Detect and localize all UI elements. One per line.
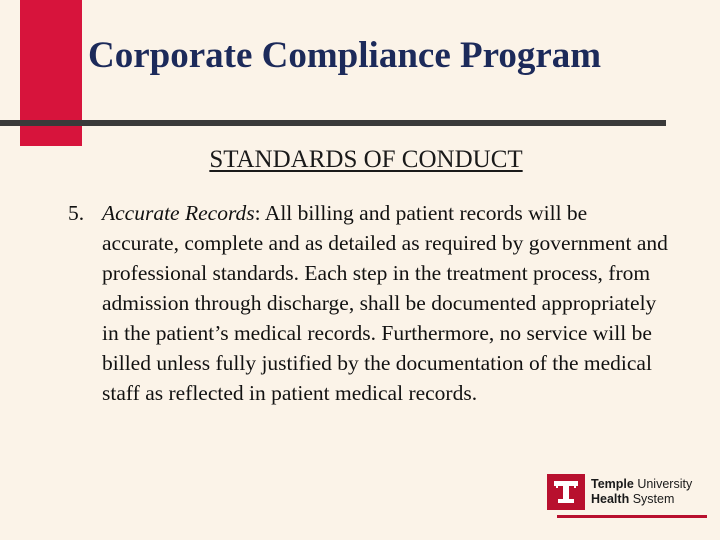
logo-word-system: System [632, 492, 675, 506]
title-divider [0, 120, 666, 126]
body-text [68, 198, 668, 408]
logo-underline [557, 515, 707, 518]
item-description: : All billing and patient records will be accurate, complete and as detailed as required by government and professional standards. Each step in the treatment process, from admission through discharge, shall be documented appropriately in the patient’s medical records. Furthermore, no service will be billed unless fully justified by the documentation of the medical staff as reflected in patient medical records. [102, 201, 668, 405]
item-text [102, 198, 668, 408]
temple-t-icon [547, 474, 585, 510]
slide-title: Corporate Compliance Program [88, 35, 602, 76]
item-number: 5. [68, 201, 85, 225]
section-heading: STANDARDS OF CONDUCT [209, 146, 523, 173]
logo-word-university: University [637, 477, 693, 491]
logo-word-health: Health [591, 492, 630, 506]
logo-wordmark [591, 477, 692, 507]
item-term: Accurate Records [102, 201, 255, 225]
list-item [68, 198, 668, 408]
logo-word-temple: Temple [591, 477, 634, 491]
temple-logo [547, 474, 702, 510]
